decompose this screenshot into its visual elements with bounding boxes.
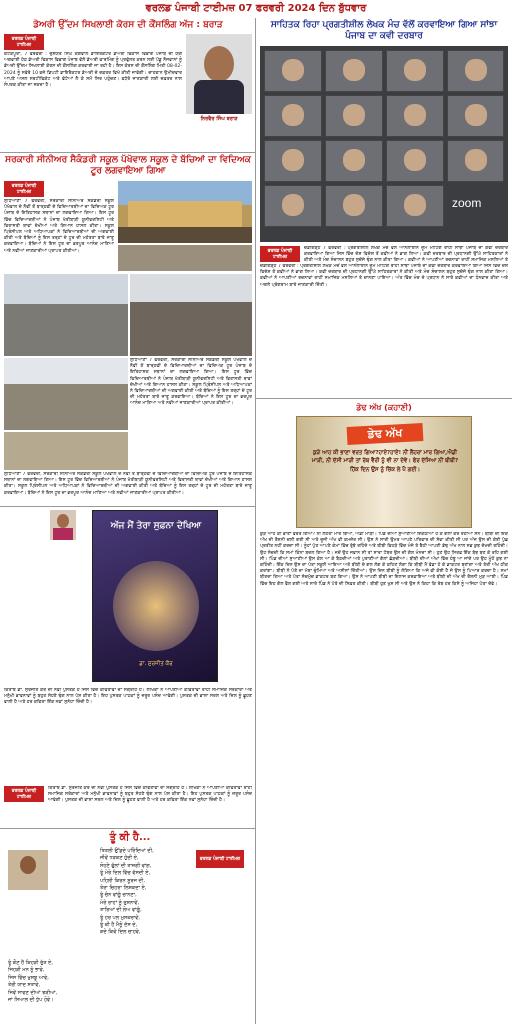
story-section-title: ਡੇਢ ਅੱਖ (ਕਹਾਣੀ) bbox=[356, 403, 412, 412]
poem-line: ਤਾਰਿਆਂ ਦੀ ਲੋਅ ਵਾਂਗੂੰ, bbox=[100, 907, 142, 914]
divider bbox=[0, 506, 256, 507]
participant-tile bbox=[386, 95, 444, 137]
participant-tile bbox=[447, 50, 504, 92]
right-story1-body-lead: ਚੰਡੀਗੜ੍ਹ 7 ਫਰਵਰੀ : ਪ੍ਰਗਤੀਸ਼ੀਲ ਲੇਖਕ ਮੰਚ ਵੱਲੋਂ ਆਨਲਾਈਨ ਜ਼ੂਮ ਮੀਟਿੰਗ ਰਾਹੀਂ ਸਾਂਝਾ ਪੰਜਾਬ ਦਾ ਕਵੀ ਦਰਬਾਰ ਕਰਵਾਇਆ ਗਿਆ ਜਿਸ ਵਿੱਚ ਦੇਸ਼ ਵਿਦੇਸ਼ ਤੋਂ ਕਵੀਆਂ ਨੇ ਭਾਗ ਲਿਆ। ਕਵੀ ਦਰਬਾਰ ਦੀ ਪ੍ਰਧਾਨਗੀ ਉੱਘੇ ਸਾਹਿਤਕਾਰਾਂ ਨੇ ਕੀਤੀ ਅਤੇ ਮੰਚ ਸੰਚਾਲਨ ਬਹੁਤ ਸੁਚੱਜੇ ਢੰਗ ਨਾਲ ਕੀਤਾ ਗਿਆ। ਕਵੀਆਂ ਨੇ ਆਪਣੀਆਂ ਰਚਨਾਵਾਂ ਰਾਹੀਂ ਸਮਾਜਿਕ ਮਸਲਿਆਂ ਤੇ bbox=[304, 246, 508, 264]
divider bbox=[0, 828, 256, 829]
participant-tile bbox=[386, 185, 444, 227]
students-group-photo bbox=[118, 245, 252, 271]
poem-title: ਤੂੰ ਕੀ ਹੈ... bbox=[109, 832, 151, 843]
book-cover bbox=[92, 510, 218, 682]
historic-site-photo bbox=[4, 432, 128, 470]
participant-tile bbox=[264, 50, 322, 92]
right-column bbox=[256, 18, 512, 1024]
book-title: ਅੱਜ ਮੈਂ ਤੇਰਾ ਸੁਫ਼ਨਾ ਦੇਖਿਆ bbox=[110, 521, 202, 531]
portrait-photo bbox=[186, 34, 252, 114]
students-field-photo bbox=[4, 358, 128, 430]
participant-tile bbox=[264, 95, 322, 137]
school-building-photo bbox=[118, 181, 252, 243]
right-story1-headline: ਸਾਹਿਤਕ ਰਿਹਾ ਪ੍ਰਗਤੀਸ਼ੀਲ ਲੇਖਕ ਮੰਚ ਵੱਲੋਂ ਕਰਵਾਇਆ ਗਿਆ ਸਾਂਝਾ ਪੰਜਾਬ ਦਾ ਕਵੀ ਦਰਬਾਰ bbox=[270, 20, 498, 41]
poem-line: ਜਿਹੜੀ ਮਨ ਨੂੰ ਭਾਵੇ, bbox=[8, 967, 45, 974]
masthead: ਵਰਲਡ ਪੰਜਾਬੀ ਟਾਈਮਜ਼ 07 ਫਰਵਰੀ 2024 ਦਿਨ ਬੁੱਧਵਾਰ bbox=[145, 3, 367, 14]
poem-lines bbox=[100, 848, 196, 937]
students-campus-photo bbox=[130, 274, 252, 356]
book-review-body-continued: ਕਿਤਾਬ ਡਾ. ਸੁਰਜੀਤ ਕੌਰ ਦੀ ਨਵੀਂ ਪੁਸਤਕ ਹੈ ਜਿਸ ਵਿੱਚ ਕਵਿਤਾਵਾਂ ਦਾ ਸੰਗ੍ਰਹਿ ਹੈ। ਲੇਖਿਕਾ ਨੇ ਆਪਣੀਆਂ ਕਵਿਤਾਵਾਂ ਰਾਹੀਂ ਸਮਾਜਿਕ ਸਰੋਕਾਰਾਂ ਅਤੇ ਮਨੁੱਖੀ ਭਾਵਨਾਵਾਂ ਨੂੰ ਬਹੁਤ ਸੋਹਣੇ ਢੰਗ ਨਾਲ ਪੇਸ਼ ਕੀਤਾ ਹੈ। ਇਹ ਪੁਸਤਕ ਪਾਠਕਾਂ ਨੂੰ ਜ਼ਰੂਰ ਪਸੰਦ ਆਵੇਗੀ। ਪੁਸਤਕ ਦੀ ਭਾਸ਼ਾ ਸਰਲ ਅਤੇ ਦਿਲ ਨੂੰ ਛੂਹਣ ਵਾਲੀ ਹੈ ਅਤੇ ਹਰ ਕਵਿਤਾ ਇੱਕ ਨਵਾਂ ਸੁਨੇਹਾ ਦਿੰਦੀ ਹੈ। bbox=[48, 786, 252, 804]
participant-tile bbox=[386, 50, 444, 92]
divider bbox=[0, 152, 256, 153]
newspaper-logo: ਵਰਲਡ ਪੰਜਾਬੀ ਟਾਈਮਜ਼ bbox=[196, 850, 244, 868]
divider bbox=[256, 398, 512, 399]
students-outing-photo bbox=[4, 274, 128, 356]
participant-tile bbox=[264, 185, 322, 227]
poem-line: ਤੂੰ ਹਰ ਪਲ ਮੁਸਕਰਾਵੇਂ, bbox=[100, 914, 141, 921]
poem-line: ਤੇਰੀ ਯਾਦ ਸਤਾਵੇ, bbox=[8, 982, 41, 989]
poem-line: ਤੂੰ ਕੌਣ ਹੈਂ ਕਿਹੜੀ ਰੁੱਤ ਏ, bbox=[8, 960, 53, 966]
poem-line: ਤਿਤਲੀ ਉੱਡਦੇ ਪਰਿੰਦਿਆਂ ਦੀ, bbox=[100, 848, 154, 854]
poem-line: ਤੇਰਾ ਚਿਹਰਾ ਲਿਸ਼ਕਦਾ ਏ, bbox=[100, 885, 147, 892]
newspaper-logo: ਵਰਲਡ ਪੰਜਾਬੀ ਟਾਈਮਜ਼ bbox=[260, 246, 300, 262]
participant-tile bbox=[325, 50, 383, 92]
story1-headline: ਡੇਅਰੀ ਉੱਦਮ ਸਿਖਲਾਈ ਕੋਰਸ ਦੀ ਕੌਂਸਲਿੰਗ ਅੱਜ : ਬਰਾੜ bbox=[33, 20, 223, 30]
story-banner bbox=[296, 416, 472, 528]
participant-tile bbox=[386, 140, 444, 182]
story2-body-continued: ਲੁਧਿਆਣਾ 7 ਫਰਵਰੀ, ਸਰਕਾਰੀ ਸੀਨੀਅਰ ਸੈਕੰਡਰੀ ਸਕੂਲ ਪੱਖੋਵਾਲ ਦੇ ਨੌਵੀਂ ਤੋਂ ਬਾਰ੍ਹਵੀਂ ਦੇ ਵਿਦਿਆਰਥੀਆਂ ਦਾ ਵਿਦਿਅਕ ਟੂਰ ਪੰਜਾਬ ਦੇ ਇਤਿਹਾਸਕ ਸਥਾਨਾਂ ਦਾ ਲਗਵਾਇਆ ਗਿਆ। ਇਸ ਟੂਰ ਵਿੱਚ ਵਿਦਿਆਰਥੀਆਂ ਨੇ ਪੰਜਾਬ ਖੇਤੀਬਾੜੀ ਯੂਨੀਵਰਸਿਟੀ ਅਤੇ ਵਿਰਾਸਤੀ ਥਾਵਾਂ ਦੇਖੀਆਂ ਅਤੇ ਗਿਆਨ ਹਾਸਲ ਕੀਤਾ। ਸਕੂਲ ਪ੍ਰਿੰਸੀਪਲ ਅਤੇ ਅਧਿਆਪਕਾਂ ਨੇ ਵਿਦਿਆਰਥੀਆਂ ਦੀ ਅਗਵਾਈ ਕੀਤੀ ਅਤੇ ਬੱਚਿਆਂ ਨੂੰ ਇਸ ਤਰ੍ਹਾਂ ਦੇ ਟੂਰ ਦੀ ਮਹੱਤਤਾ ਬਾਰੇ ਜਾਣੂ ਕਰਵਾਇਆ। ਬੱਚਿਆਂ ਨੇ ਇਸ ਟੂਰ ਦਾ ਭਰਪੂਰ ਆਨੰਦ ਮਾਣਿਆ ਅਤੇ ਨਵੀਆਂ ਜਾਣਕਾਰੀਆਂ ਪ੍ਰਾਪਤ ਕੀਤੀਆਂ। bbox=[130, 358, 252, 407]
poem-line: ਜਿਸ ਵਿੱਚ ਖੁਸ਼ਬੂ ਆਵੇ, bbox=[8, 974, 49, 981]
poem-line: ਜੀਵੇਂ ਧੜਕਣ ਹੁੰਦੀ ਏ, bbox=[100, 855, 139, 862]
participant-tile bbox=[325, 185, 383, 227]
story2-body-end: ਲੁਧਿਆਣਾ 7 ਫਰਵਰੀ, ਸਰਕਾਰੀ ਸੀਨੀਅਰ ਸੈਕੰਡਰੀ ਸਕੂਲ ਪੱਖੋਵਾਲ ਦੇ ਨੌਵੀਂ ਤੋਂ ਬਾਰ੍ਹਵੀਂ ਦੇ ਵਿਦਿਆਰਥੀਆਂ ਦਾ ਵਿਦਿਅਕ ਟੂਰ ਪੰਜਾਬ ਦੇ ਇਤਿਹਾਸਕ ਸਥਾਨਾਂ ਦਾ ਲਗਵਾਇਆ ਗਿਆ। ਇਸ ਟੂਰ ਵਿੱਚ ਵਿਦਿਆਰਥੀਆਂ ਨੇ ਪੰਜਾਬ ਖੇਤੀਬਾੜੀ ਯੂਨੀਵਰਸਿਟੀ ਅਤੇ ਵਿਰਾਸਤੀ ਥਾਵਾਂ ਦੇਖੀਆਂ ਅਤੇ ਗਿਆਨ ਹਾਸਲ ਕੀਤਾ। ਸਕੂਲ ਪ੍ਰਿੰਸੀਪਲ ਅਤੇ ਅਧਿਆਪਕਾਂ ਨੇ ਵਿਦਿਆਰਥੀਆਂ ਦੀ ਅਗਵਾਈ ਕੀਤੀ ਅਤੇ ਬੱਚਿਆਂ ਨੂੰ ਇਸ ਤਰ੍ਹਾਂ ਦੇ ਟੂਰ ਦੀ ਮਹੱਤਤਾ ਬਾਰੇ ਜਾਣੂ ਕਰਵਾਇਆ। ਬੱਚਿਆਂ ਨੇ ਇਸ ਟੂਰ ਦਾ ਭਰਪੂਰ ਆਨੰਦ ਮਾਣਿਆ ਅਤੇ ਨਵੀਆਂ ਜਾਣਕਾਰੀਆਂ ਪ੍ਰਾਪਤ ਕੀਤੀਆਂ। bbox=[4, 472, 252, 496]
zoom-logo: zoom bbox=[452, 196, 482, 210]
poem-side-lines bbox=[8, 960, 98, 1004]
left-column bbox=[0, 18, 256, 1024]
story-body: ਕੁੜੇ ਆਹ ਕੀ ਭਾਣਾ ਵਰਤ ਗਿਆ? ਨੀਂ ਲੈਂਹਰਾ ਮਾਰ ਗਿਆ, ਐਡੀ ਮਾੜੀ। ਪਿੰਡ ਦੀਆਂ ਸੁਆਣੀਆਂ ਇਕੱਠੀਆਂ ਹੋ ਕੇ ਗੱਲਾਂ ਕਰ ਰਹੀਆਂ ਸਨ। ਬੀਬੀ ਦੀ ਇੱਕ ਅੱਖ ਦੀ ਰੌਸ਼ਨੀ ਚਲੀ ਗਈ ਸੀ ਅਤੇ ਦੂਜੀ ਅੱਖ ਵੀ ਕਮਜ਼ੋਰ ਸੀ। ਉਸ ਨੇ ਸਾਰੀ ਉਮਰ ਆਪਣੇ ਪਰਿਵਾਰ ਦੀ ਸੇਵਾ ਕੀਤੀ ਸੀ ਪਰ ਅੱਜ ਉਸ ਦੀ ਕੋਈ ਪੁੱਛ ਪ੍ਰਤੀਤ ਨਹੀਂ ਕਰਦਾ ਸੀ। ਨੂੰਹਾਂ ਪੁੱਤ ਆਪਣੇ ਕੰਮਾਂ ਵਿੱਚ ਰੁੱਝੇ ਰਹਿੰਦੇ ਅਤੇ ਬੀਬੀ ਵਿਹੜੇ ਵਿੱਚ ਮੰਜੇ ਤੇ ਬੈਠੀ ਆਪਣੀ ਡੇਢ ਅੱਖ ਨਾਲ ਸਭ ਕੁਝ ਦੇਖਦੀ ਰਹਿੰਦੀ। ਉਹ ਸੋਚਦੀ ਕਿ ਸਮਾਂ ਕਿੰਨਾ ਬਦਲ ਗਿਆ ਹੈ। ਜਦੋਂ ਉਹ ਜਵਾਨ ਸੀ ਤਾਂ ਸਾਰਾ ਟੱਬਰ ਉਸ ਦੀ ਗੱਲ ਮੰਨਦਾ ਸੀ। ਹੁਣ ਉਹ ਸਿਰਫ਼ ਇੱਕ ਬੋਝ ਬਣ ਕੇ ਰਹਿ ਗਈ ਸੀ। ਪਿੰਡ ਦੀਆਂ ਸੁਆਣੀਆਂ ਉਸ ਕੋਲ ਆ ਕੇ ਬੈਠਦੀਆਂ ਅਤੇ ਪੁਰਾਣੀਆਂ ਗੱਲਾਂ ਛੇੜਦੀਆਂ। ਬੀਬੀ ਦੀਆਂ ਅੱਖਾਂ ਵਿੱਚ ਹੰਝੂ ਆ ਜਾਂਦੇ ਪਰ ਉਹ ਮੂੰਹੋਂ ਕੁਝ ਨਾ ਕਹਿੰਦੀ। ਇੱਕ ਦਿਨ ਉਸ ਦਾ ਪੋਤਾ ਸਕੂਲੋਂ ਆਇਆ ਅਤੇ ਬੀਬੀ ਦੇ ਗਲ ਲੱਗ ਕੇ ਕਹਿਣ ਲੱਗਾ ਕਿ ਬੀਬੀ ਮੈਂ ਵੱਡਾ ਹੋ ਕੇ ਡਾਕਟਰ ਬਣਾਂਗਾ ਅਤੇ ਤੇਰੀ ਅੱਖ ਠੀਕ ਕਰਾਂਗਾ। ਬੀਬੀ ਨੇ ਪੋਤੇ ਦਾ ਮੱਥਾ ਚੁੰਮਿਆ ਅਤੇ ਅਸੀਸਾਂ ਦਿੱਤੀਆਂ। ਉਸ ਦਿਨ ਬੀਬੀ ਨੂੰ ਲੱਗਿਆ ਕਿ ਅਜੇ ਵੀ ਕੋਈ ਹੈ ਜੋ ਉਸ ਨੂੰ ਪਿਆਰ ਕਰਦਾ ਹੈ। ਸਮਾਂ ਬੀਤਦਾ ਗਿਆ ਅਤੇ ਪੋਤਾ ਸੱਚਮੁੱਚ ਡਾਕਟਰ ਬਣ ਗਿਆ। ਉਸ ਨੇ ਆਪਣੀ ਬੀਬੀ ਦਾ ਇਲਾਜ ਕਰਵਾਇਆ ਅਤੇ ਬੀਬੀ ਦੀ ਅੱਖ ਦੀ ਰੌਸ਼ਨੀ ਮੁੜ ਆਈ। ਪਿੰਡ ਵਿੱਚ ਇਹ ਗੱਲ ਫੈਲ ਗਈ ਅਤੇ ਸਾਰੇ ਪਿੰਡ ਨੇ ਪੋਤੇ ਦੀ ਸਿਫ਼ਤ ਕੀਤੀ। ਬੀਬੀ ਹੁਣ ਖੁਸ਼ ਸੀ ਅਤੇ ਉਸ ਨੇ ਕਿਹਾ ਕਿ ਰੱਬ ਹਰ ਕਿਸੇ ਨੂੰ ਅਜਿਹਾ ਪੋਤਾ ਦੇਵੇ। bbox=[260, 532, 508, 587]
poem-line: ਸੋਹਣੇ ਫੁੱਲਾਂ ਦੀ ਤਾਜ਼ਗੀ ਵਾਂਗ, bbox=[100, 862, 152, 869]
book-cover-art bbox=[113, 561, 199, 651]
poem-line: ਕਦੇ ਕਿਵੇਂ ਦਿਲ ਚਾਹਵੇ, bbox=[100, 929, 141, 936]
newspaper-logo: ਵਰਲਡ ਪੰਜਾਬੀ ਟਾਈਮਜ਼ bbox=[4, 181, 44, 197]
participant-tile bbox=[325, 95, 383, 137]
poem-line: ਪਹਿਲੀ ਕਿਰਨ ਸੂਰਜ ਦੀ, bbox=[100, 877, 145, 884]
story2-headline: ਸਰਕਾਰੀ ਸੀਨੀਅਰ ਸੈਕੰਡਰੀ ਸਕੂਲ ਪੱਖੋਵਾਲ ਸਕੂਲ ਦੇ ਬੱਚਿਆਂ ਦਾ ਵਿਦਿਅਕ ਟੂਰ ਲਗਵਾਇਆ ਗਿਆ bbox=[5, 155, 251, 176]
right-story1-body: ਚੰਡੀਗੜ੍ਹ 7 ਫਰਵਰੀ : ਪ੍ਰਗਤੀਸ਼ੀਲ ਲੇਖਕ ਮੰਚ ਵੱਲੋਂ ਆਨਲਾਈਨ ਜ਼ੂਮ ਮੀਟਿੰਗ ਰਾਹੀਂ ਸਾਂਝਾ ਪੰਜਾਬ ਦਾ ਕਵੀ ਦਰਬਾਰ ਕਰਵਾਇਆ ਗਿਆ ਜਿਸ ਵਿੱਚ ਦੇਸ਼ ਵਿਦੇਸ਼ ਤੋਂ ਕਵੀਆਂ ਨੇ ਭਾਗ ਲਿਆ। ਕਵੀ ਦਰਬਾਰ ਦੀ ਪ੍ਰਧਾਨਗੀ ਉੱਘੇ ਸਾਹਿਤਕਾਰਾਂ ਨੇ ਕੀਤੀ ਅਤੇ ਮੰਚ ਸੰਚਾਲਨ ਬਹੁਤ ਸੁਚੱਜੇ ਢੰਗ ਨਾਲ ਕੀਤਾ ਗਿਆ। ਕਵੀਆਂ ਨੇ ਆਪਣੀਆਂ ਰਚਨਾਵਾਂ ਰਾਹੀਂ ਸਮਾਜਿਕ ਮਸਲਿਆਂ ਤੇ ਚਾਨਣਾ ਪਾਇਆ। ਅੰਤ ਵਿੱਚ ਮੰਚ ਦੇ ਪ੍ਰਧਾਨ ਨੇ ਸਾਰੇ ਕਵੀਆਂ ਦਾ ਧੰਨਵਾਦ ਕੀਤਾ ਅਤੇ ਅਗਲੇ ਪ੍ਰੋਗਰਾਮ ਬਾਰੇ ਜਾਣਕਾਰੀ ਦਿੱਤੀ। bbox=[260, 264, 508, 288]
portrait-caption: ਨਿਰਵੈਰ ਸਿੰਘ ਬਰਾੜ bbox=[200, 116, 238, 122]
newspaper-logo: ਵਰਲਡ ਪੰਜਾਬੀ ਟਾਈਮਜ਼ bbox=[4, 34, 44, 50]
poem-line: ਤੂੰ ਕੀ ਹੈ ਮੈਨੂੰ ਦੱਸ ਦੇ, bbox=[100, 922, 138, 929]
story-banner-title: ਡੇਢ ਅੱਖ bbox=[347, 423, 424, 445]
story-banner-quote: ਕੁੜੇ ਆਹ ਕੀ ਭਾਣਾ ਵਰਤ ਗਿਆ?ਹਾਏ?ਹਾਏ! ਨੀਂ ਲੈਂਹਰਾ ਮਾਰ ਗਿਆ,ਐਡੀ ਮਾੜੀ, ਨੀ ਦੱਸੀ ਮਾੜੀ ਤਾਂ ਰੱਬ ਵੈਰੀ ਨੂੰ ਵੀ ਨਾ ਦੇਵੇ। ਫੇਰ ਦੱਸਿਆ ਨੀਂ ਬੀਬੀ? ਹਿੱਕ ਦਿਨ ਉਸ ਨੂੰ ਚਿੱਕ ਲੇ ਪੈ ਗਈ। bbox=[311, 450, 459, 473]
participant-tile bbox=[447, 95, 504, 137]
author-photo bbox=[50, 510, 76, 540]
book-author: ਡਾ. ਸੁਰਜੀਤ ਕੌਰ bbox=[139, 661, 173, 667]
newspaper-logo: ਵਰਲਡ ਪੰਜਾਬੀ ਟਾਈਮਜ਼ bbox=[4, 786, 44, 802]
zoom-meeting-screenshot bbox=[260, 46, 508, 242]
story1-body: ਕੋਟਕਪੂਰਾ, 7 ਫਰਵਰੀ : ਦੁਸ਼ਯੰਤ ਸਿੰਘ ਕੰਗਵਾਲ ਡਾਇਰੈਕਟਰ ਡੇਅਰੀ ਵਿਕਾਸ ਵਿਭਾਗ ਪੰਜਾਬ ਦੀ ਯੋਗ ਅਗਵਾਈ ਹੇਠ ਡੇਅਰੀ ਵਿਕਾਸ ਵਿਭਾਗ ਪੰਜਾਬ ਵੱਲੋਂ ਡੇਅਰੀ ਫਾਰਮਿੰਗ ਨੂੰ ਪ੍ਰਫੁੱਲਤ ਕਰਨ ਲਈ ਪੇਂਡੂ ਨੌਜਵਾਨਾਂ ਨੂੰ ਡੇਅਰੀ ਉੱਦਮ ਸਿਖਲਾਈ ਕੋਰਸ ਦੀ ਕੌਂਸਲਿੰਗ ਕਰਵਾਈ ਜਾ ਰਹੀ ਹੈ। ਇਸ ਕੋਰਸ ਦੀ ਕੌਂਸਲਿੰਗ ਮਿਤੀ 08-02-2024 ਨੂੰ ਸਵੇਰੇ 10 ਵਜੇ ਡਿਪਟੀ ਡਾਇਰੈਕਟਰ ਡੇਅਰੀ ਦੇ ਦਫ਼ਤਰ ਵਿਖੇ ਕੀਤੀ ਜਾਵੇਗੀ। ਚਾਹਵਾਨ ਉਮੀਦਵਾਰ ਆਪਣੇ ਅਸਲ ਸਰਟੀਫਿਕੇਟ ਅਤੇ ਫੋਟੋਆਂ ਲੈ ਕੇ ਸਮੇਂ ਸਿਰ ਪਹੁੰਚਣ। ਵਧੇਰੇ ਜਾਣਕਾਰੀ ਲਈ ਦਫ਼ਤਰ ਨਾਲ ਸੰਪਰਕ ਕੀਤਾ ਜਾ ਸਕਦਾ ਹੈ। bbox=[4, 52, 182, 89]
participant-tile bbox=[447, 140, 504, 182]
poem-line: ਤੂੰ ਚੰਨ ਵਾਂਗੂੰ ਚਾਨਣਾ, bbox=[100, 892, 137, 899]
participant-tile bbox=[264, 140, 322, 182]
poem-line: ਤੂੰ ਮੇਰੇ ਦਿਲ ਵਿੱਚ ਵੱਸਦੀ ਏ, bbox=[100, 870, 151, 877]
poem-line: ਜਿਵੇਂ ਸਾਵਣ ਦੀਆਂ ਝੜੀਆਂ, bbox=[8, 989, 58, 996]
participant-tile bbox=[325, 140, 383, 182]
book-review-body: ਕਿਤਾਬ ਡਾ. ਸੁਰਜੀਤ ਕੌਰ ਦੀ ਨਵੀਂ ਪੁਸਤਕ ਹੈ ਜਿਸ ਵਿੱਚ ਕਵਿਤਾਵਾਂ ਦਾ ਸੰਗ੍ਰਹਿ ਹੈ। ਲੇਖਿਕਾ ਨੇ ਆਪਣੀਆਂ ਕਵਿਤਾਵਾਂ ਰਾਹੀਂ ਸਮਾਜਿਕ ਸਰੋਕਾਰਾਂ ਅਤੇ ਮਨੁੱਖੀ ਭਾਵਨਾਵਾਂ ਨੂੰ ਬਹੁਤ ਸੋਹਣੇ ਢੰਗ ਨਾਲ ਪੇਸ਼ ਕੀਤਾ ਹੈ। ਇਹ ਪੁਸਤਕ ਪਾਠਕਾਂ ਨੂੰ ਜ਼ਰੂਰ ਪਸੰਦ ਆਵੇਗੀ। ਪੁਸਤਕ ਦੀ ਭਾਸ਼ਾ ਸਰਲ ਅਤੇ ਦਿਲ ਨੂੰ ਛੂਹਣ ਵਾਲੀ ਹੈ ਅਤੇ ਹਰ ਕਵਿਤਾ ਇੱਕ ਨਵਾਂ ਸੁਨੇਹਾ ਦਿੰਦੀ ਹੈ। bbox=[4, 688, 252, 706]
poem-line: ਜਾਂ ਸਿਆਲ ਦੀ ਧੁੱਪ ਹੋਵੇ। bbox=[8, 997, 54, 1004]
poem-line: ਮੇਰੇ ਰਾਹਾਂ ਨੂੰ ਰੁਸ਼ਨਾਵੇਂ, bbox=[100, 899, 140, 906]
poet-photo bbox=[8, 850, 48, 890]
story2-body: ਲੁਧਿਆਣਾ 7 ਫਰਵਰੀ, ਸਰਕਾਰੀ ਸੀਨੀਅਰ ਸੈਕੰਡਰੀ ਸਕੂਲ ਪੱਖੋਵਾਲ ਦੇ ਨੌਵੀਂ ਤੋਂ ਬਾਰ੍ਹਵੀਂ ਦੇ ਵਿਦਿਆਰਥੀਆਂ ਦਾ ਵਿਦਿਅਕ ਟੂਰ ਪੰਜਾਬ ਦੇ ਇਤਿਹਾਸਕ ਸਥਾਨਾਂ ਦਾ ਲਗਵਾਇਆ ਗਿਆ। ਇਸ ਟੂਰ ਵਿੱਚ ਵਿਦਿਆਰਥੀਆਂ ਨੇ ਪੰਜਾਬ ਖੇਤੀਬਾੜੀ ਯੂਨੀਵਰਸਿਟੀ ਅਤੇ ਵਿਰਾਸਤੀ ਥਾਵਾਂ ਦੇਖੀਆਂ ਅਤੇ ਗਿਆਨ ਹਾਸਲ ਕੀਤਾ। ਸਕੂਲ ਪ੍ਰਿੰਸੀਪਲ ਅਤੇ ਅਧਿਆਪਕਾਂ ਨੇ ਵਿਦਿਆਰਥੀਆਂ ਦੀ ਅਗਵਾਈ ਕੀਤੀ ਅਤੇ ਬੱਚਿਆਂ ਨੂੰ ਇਸ ਤਰ੍ਹਾਂ ਦੇ ਟੂਰ ਦੀ ਮਹੱਤਤਾ ਬਾਰੇ ਜਾਣੂ ਕਰਵਾਇਆ। ਬੱਚਿਆਂ ਨੇ ਇਸ ਟੂਰ ਦਾ ਭਰਪੂਰ ਆਨੰਦ ਮਾਣਿਆ ਅਤੇ ਨਵੀਆਂ ਜਾਣਕਾਰੀਆਂ ਪ੍ਰਾਪਤ ਕੀਤੀਆਂ। bbox=[4, 199, 114, 254]
